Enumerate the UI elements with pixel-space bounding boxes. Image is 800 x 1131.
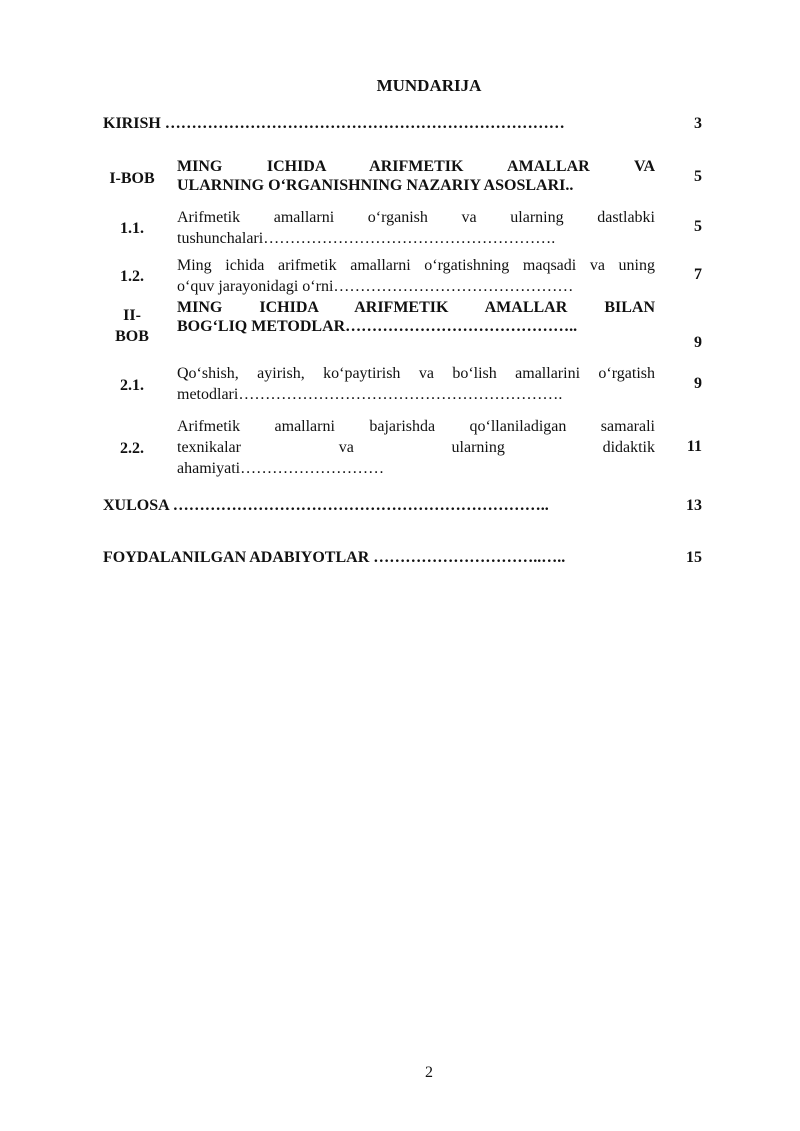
toc-entry-chapter2-line2: BOG‘LIQ METODLAR…………………………………….. bbox=[177, 318, 578, 335]
toc-entry-section-1-1[interactable] bbox=[177, 207, 655, 249]
toc-num-section-1-1: 1.1. bbox=[120, 220, 144, 237]
toc-entry-section-1-1-line2: tushunchalari………………………………………………. bbox=[177, 230, 556, 247]
toc-page-section-1-2: 7 bbox=[694, 266, 702, 283]
toc-entry-references[interactable]: FOYDALANILGAN ADABIYOTLAR …………………………..….. bbox=[103, 549, 566, 566]
toc-entry-chapter2[interactable] bbox=[177, 298, 655, 336]
toc-entry-section-2-2-line3: ahamiyati……………………… bbox=[177, 460, 385, 477]
toc-entry-section-2-1-line1: Qo‘shish, ayirish, ko‘paytirish va bo‘lish amallarini o‘rgatish bbox=[177, 365, 655, 382]
toc-entry-section-1-2-line1: Ming ichida arifmetik amallarni o‘rgatishning maqsadi va uning bbox=[177, 257, 655, 274]
toc-entry-section-2-2-line2: texnikalar va ularning didaktik bbox=[177, 439, 655, 456]
toc-page-references: 15 bbox=[686, 549, 702, 566]
toc-num-chapter2-part2: BOB bbox=[115, 328, 149, 345]
toc-entry-chapter1-line1: MING ICHIDA ARIFMETIK AMALLAR VA bbox=[177, 158, 655, 175]
toc-title: MUNDARIJA bbox=[376, 76, 482, 95]
toc-page-section-2-2: 11 bbox=[686, 438, 702, 455]
toc-page-section-2-1: 9 bbox=[694, 375, 702, 392]
toc-entry-chapter1[interactable] bbox=[177, 157, 655, 195]
toc-num-chapter2-part1: II- bbox=[123, 307, 141, 324]
toc-page-section-1-1: 5 bbox=[694, 218, 702, 235]
toc-entry-kirish[interactable]: KIRISH ………………………………………………………………… bbox=[103, 115, 565, 132]
toc-num-chapter1: I-BOB bbox=[109, 170, 155, 187]
toc-page-chapter2: 9 bbox=[694, 334, 702, 351]
toc-entry-chapter1-line2: ULARNING O‘RGANISHNING NAZARIY ASOSLARI.. bbox=[177, 177, 574, 194]
toc-entry-section-1-2[interactable] bbox=[177, 255, 655, 297]
toc-num-section-2-1: 2.1. bbox=[120, 377, 144, 394]
toc-entry-section-1-2-line2: o‘quv jarayonidagi o‘rni……………………………………… bbox=[177, 278, 574, 295]
toc-num-section-1-2: 1.2. bbox=[120, 268, 144, 285]
toc-page-xulosa: 13 bbox=[686, 497, 702, 514]
toc-entry-chapter2-line1: MING ICHIDA ARIFMETIK AMALLAR BILAN bbox=[177, 299, 655, 316]
toc-page-kirish: 3 bbox=[694, 115, 702, 132]
toc-entry-xulosa[interactable]: XULOSA …………………………………………………………….. bbox=[103, 497, 549, 514]
toc-entry-section-1-1-line1: Arifmetik amallarni o‘rganish va ularning dastlabki bbox=[177, 209, 655, 226]
page-number: 2 bbox=[425, 1064, 433, 1081]
toc-num-section-2-2: 2.2. bbox=[120, 440, 144, 457]
toc-num-chapter2 bbox=[103, 305, 161, 347]
toc-entry-section-2-1-line2: metodlari……………………………………………………. bbox=[177, 386, 563, 403]
toc-page-chapter1: 5 bbox=[694, 168, 702, 185]
toc-entry-section-2-2-line1: Arifmetik amallarni bajarishda qo‘llaniladigan samarali bbox=[177, 418, 655, 435]
toc-entry-section-2-1[interactable] bbox=[177, 363, 655, 405]
toc-entry-section-2-2[interactable] bbox=[177, 416, 655, 479]
